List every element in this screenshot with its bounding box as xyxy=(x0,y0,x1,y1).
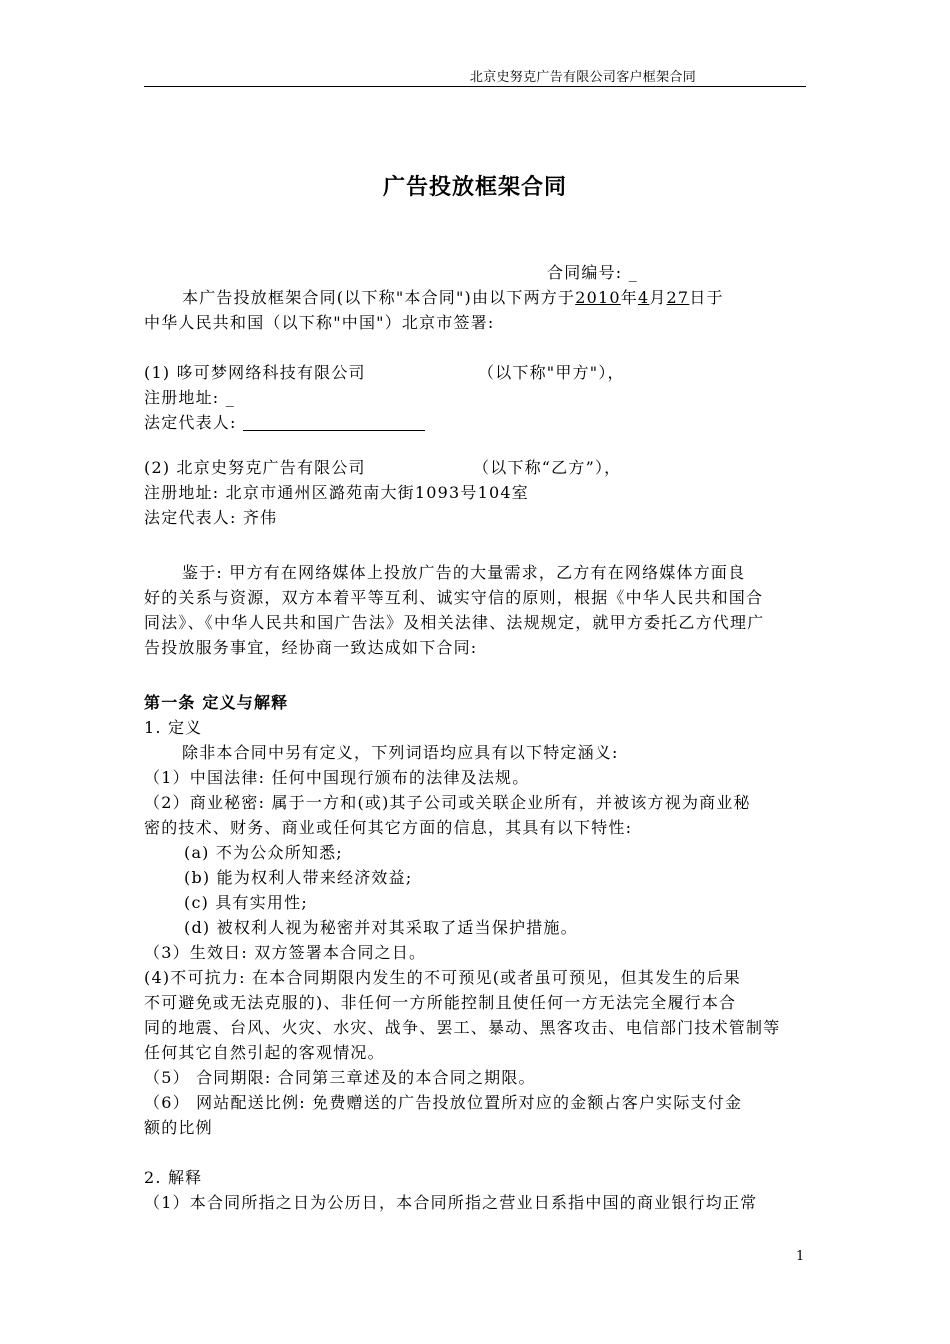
intro-text-d: 日于 xyxy=(689,288,724,307)
definition-4-line-4: 任何其它自然引起的客观情况。 xyxy=(144,1043,385,1062)
definition-2-item-a: (a) 不为公众所知悉; xyxy=(184,843,343,862)
document-title: 广告投放框架合同 xyxy=(382,175,567,200)
whereas-line-4: 告投放服务事宜，经协商一致达成如下合同: xyxy=(144,638,478,657)
sign-month: 4 xyxy=(637,288,650,307)
definition-5: （5） 合同期限: 合同第三章述及的本合同之期限。 xyxy=(144,1068,536,1087)
section-2-line-1: （1）本合同所指之日为公历日，本合同所指之营业日系指中国的商业银行均正常 xyxy=(144,1193,758,1212)
section-1-title: 1. 定义 xyxy=(144,718,203,737)
definition-2-item-d: (d) 被权利人视为秘密并对其采取了适当保护措施。 xyxy=(184,918,578,937)
definition-4-line-3: 同的地震、台风、火灾、水灾、战争、罢工、暴动、黑客攻击、电信部门技术管制等 xyxy=(144,1018,781,1037)
party-a-address-label: 注册地址: xyxy=(144,388,220,407)
party-b-alias: （以下称“乙方”）， xyxy=(473,458,622,477)
definition-2-item-c: (c) 具有实用性; xyxy=(184,893,308,912)
party-b-name: (2) 北京史努克广告有限公司 xyxy=(144,458,366,477)
whereas-line-2: 好的关系与资源，双方本着平等互利、诚实守信的原则，根据《中华人民共和国合 xyxy=(144,588,764,607)
definition-1: （1）中国法律: 任何中国现行颁布的法律及法规。 xyxy=(144,768,530,787)
intro-text-a: 本广告投放框架合同(以下称"本合同")由以下两方于 xyxy=(182,288,576,307)
intro-line-2: 中华人民共和国（以下称"中国"）北京市签署: xyxy=(144,313,495,332)
section-2-title: 2. 解释 xyxy=(144,1168,203,1187)
whereas-line-1: 鉴于: 甲方有在网络媒体上投放广告的大量需求，乙方有在网络媒体方面良 xyxy=(182,563,746,582)
party-a-name: (1) 哆可梦网络科技有限公司 xyxy=(144,363,366,382)
party-a-name-line xyxy=(144,360,806,385)
header-divider xyxy=(144,86,806,87)
party-b-rep: 法定代表人: 齐伟 xyxy=(144,508,278,527)
page-header: 北京史努克广告有限公司客户框架合同 xyxy=(469,70,696,85)
intro-line-1 xyxy=(144,285,806,310)
definition-2-line-1: （2）商业秘密: 属于一方和(或)其子公司或关联企业所有，并被该方视为商业秘 xyxy=(144,793,751,812)
sign-year: 2010 xyxy=(575,288,621,307)
party-a-rep-blank xyxy=(243,414,425,431)
party-a-rep-label: 法定代表人: xyxy=(144,413,237,432)
intro-text-c: 月 xyxy=(649,288,667,307)
contract-number-value: _ xyxy=(628,263,638,282)
definition-2-item-b: (b) 能为权利人带来经济效益; xyxy=(184,868,413,887)
definition-4-line-1: (4)不可抗力: 在本合同期限内发生的不可预见(或者虽可预见，但其发生的后果 xyxy=(144,968,741,987)
definition-6-line-2: 额的比例 xyxy=(144,1118,213,1137)
definition-2-line-2: 密的技术、财务、商业或任何其它方面的信息，其具有以下特性: xyxy=(144,818,633,837)
party-a-address: _ xyxy=(225,388,235,407)
definition-6-line-1: （6） 网站配送比例: 免费赠送的广告投放位置所对应的金额占客户实际支付金 xyxy=(144,1093,743,1112)
party-b-address: 注册地址: 北京市通州区潞苑南大街1093号104室 xyxy=(144,483,529,502)
page-number: 1 xyxy=(796,1249,805,1264)
article-1-heading: 第一条 定义与解释 xyxy=(144,693,289,712)
party-a-address-line xyxy=(144,385,806,410)
definition-3: （3）生效日: 双方签署本合同之日。 xyxy=(144,943,427,962)
contract-number-line xyxy=(144,260,806,285)
definition-4-line-2: 不可避免或无法克服的)、非任何一方所能控制且使任何一方无法完全履行本合 xyxy=(144,993,737,1012)
section-1-intro: 除非本合同中另有定义，下列词语均应具有以下特定涵义: xyxy=(182,743,619,762)
whereas-line-3: 同法》、《中华人民共和国广告法》及相关法律、法规规定，就甲方委托乙方代理广 xyxy=(144,613,765,632)
intro-text-b: 年 xyxy=(620,288,638,307)
sign-day: 27 xyxy=(666,288,690,307)
party-b-name-line xyxy=(144,455,806,480)
contract-number-label: 合同编号: xyxy=(547,263,623,282)
party-a-alias: （以下称"甲方"）， xyxy=(478,363,625,382)
document-body xyxy=(144,260,806,1215)
party-a-rep-line xyxy=(144,410,806,435)
